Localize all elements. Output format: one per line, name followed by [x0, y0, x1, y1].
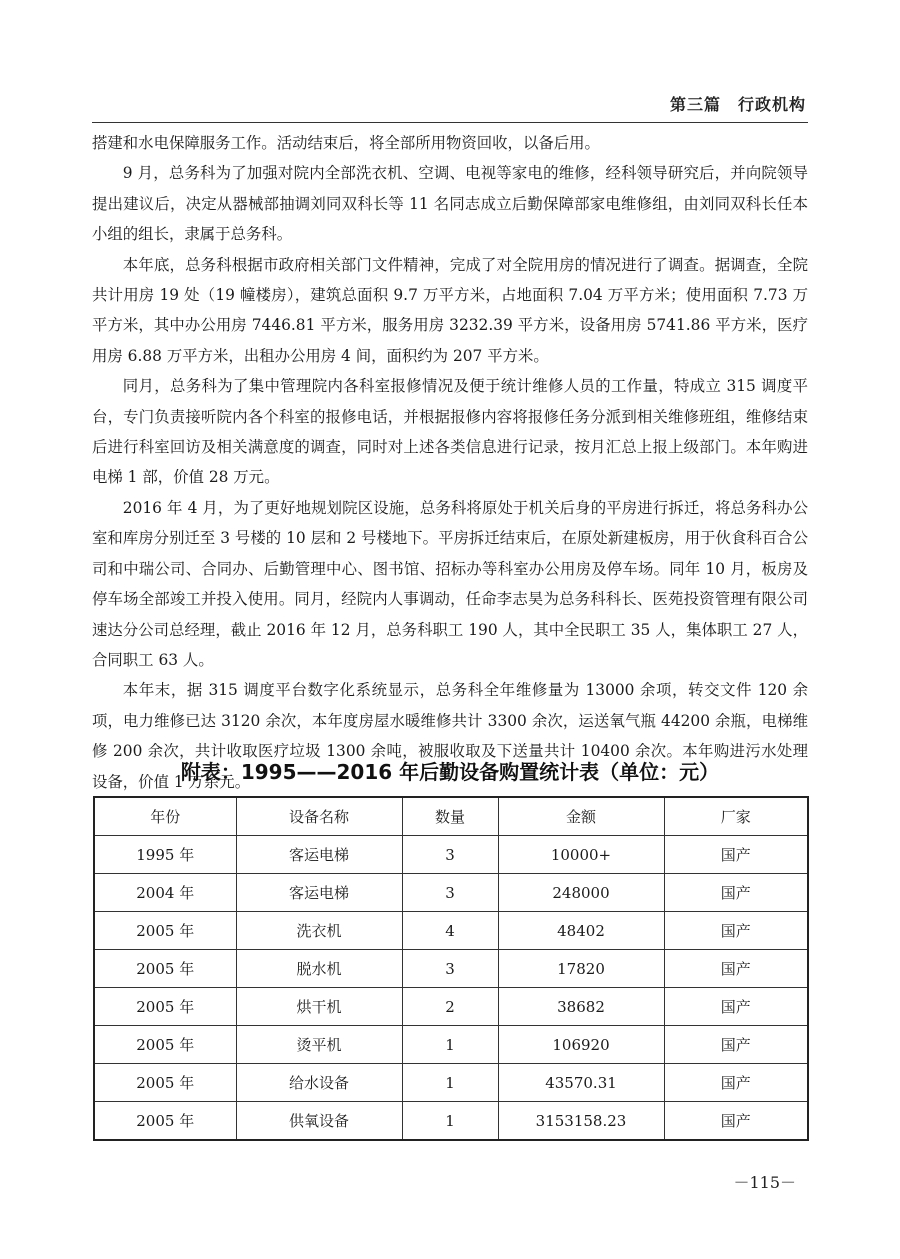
- cell-quantity: 2: [402, 988, 498, 1026]
- cell-equipment-name: 脱水机: [236, 950, 402, 988]
- cell-amount: 43570.31: [498, 1064, 664, 1102]
- paragraph: 9 月，总务科为了加强对院内全部洗衣机、空调、电视等家电的维修，经科领导研究后，并向院领导提出建议后，决定从器械部抽调刘同双科长等 11 名同志成立后勤保障部家电维修组，由刘同双科长任本小组的组长，隶属于总务科。: [92, 164, 808, 244]
- page-number: －115－: [733, 1173, 796, 1192]
- table-row: [94, 1026, 808, 1064]
- cell-manufacturer: 国产: [664, 950, 808, 988]
- cell-equipment-name: 客运电梯: [236, 874, 402, 912]
- cell-quantity: 3: [402, 950, 498, 988]
- cell-equipment-name: 烫平机: [236, 1026, 402, 1064]
- cell-equipment-name: 供氧设备: [236, 1102, 402, 1141]
- header-quantity: 数量: [402, 797, 498, 836]
- cell-amount: 38682: [498, 988, 664, 1026]
- cell-year: 2005 年: [94, 988, 236, 1026]
- equipment-table: [93, 796, 809, 1141]
- cell-year: 2005 年: [94, 912, 236, 950]
- cell-amount: 106920: [498, 1026, 664, 1064]
- table-row: [94, 988, 808, 1026]
- table-row: [94, 836, 808, 874]
- cell-equipment-name: 给水设备: [236, 1064, 402, 1102]
- section-title: 第三篇 行政机构: [669, 95, 806, 114]
- cell-amount: 248000: [498, 874, 664, 912]
- cell-quantity: 4: [402, 912, 498, 950]
- table-row: [94, 950, 808, 988]
- cell-year: 2005 年: [94, 1064, 236, 1102]
- cell-quantity: 1: [402, 1102, 498, 1141]
- paragraph: 同月，总务科为了集中管理院内各科室报修情况及便于统计维修人员的工作量，特成立 315 调度平台，专门负责接听院内各个科室的报修电话，并根据报修内容将报修任务分派到相关维修班组，维修结束后进行科室回访及相关满意度的调查，同时对上述各类信息进行记录，按月汇总上报上级部门。本年购进电梯 1 部，价值 28 万元。: [92, 377, 808, 487]
- cell-manufacturer: 国产: [664, 988, 808, 1026]
- paragraph: 2016 年 4 月，为了更好地规划院区设施，总务科将原处于机关后身的平房进行拆迁，将总务科办公室和库房分别迁至 3 号楼的 10 层和 2 号楼地下。平房拆迁结束后，在原处新建板房，用于伙食科百合公司和中瑞公司、合同办、后勤管理中心、图书馆、招标办等科室办公用房及停车场。同年 10 月，板房及停车场全部竣工并投入使用。同月，经院内人事调动，任命李志昊为总务科科长、医苑投资管理有限公司速达分公司总经理，截止 2016 年 12 月，总务科职工 190 人，其中全民职工 35 人，集体职工 27 人，合同职工 63 人。: [92, 498, 808, 669]
- cell-equipment-name: 客运电梯: [236, 836, 402, 874]
- table-row: [94, 1064, 808, 1102]
- cell-amount: 10000+: [498, 836, 664, 874]
- paragraph: 搭建和水电保障服务工作。活动结束后，将全部所用物资回收，以备后用。: [92, 134, 600, 152]
- cell-manufacturer: 国产: [664, 836, 808, 874]
- body-text: [92, 128, 808, 797]
- cell-quantity: 1: [402, 1026, 498, 1064]
- paragraph: 本年底，总务科根据市政府相关部门文件精神，完成了对全院用房的情况进行了调查。据调查，全院共计用房 19 处（19 幢楼房），建筑总面积 9.7 万平方米，占地面积 7.04 万平方米；使用面积 7.73 万平方米，其中办公用房 7446.81 平方米，服务用房 3232.39 平方米，设备用房 5741.86 平方米，医疗用房 6.88 万平方米，出租办公用房 4 间，面积约为 207 平方米。: [92, 255, 808, 365]
- header-amount: 金额: [498, 797, 664, 836]
- page-header: [92, 86, 808, 123]
- cell-year: 2005 年: [94, 1102, 236, 1141]
- cell-year: 2005 年: [94, 1026, 236, 1064]
- cell-equipment-name: 洗衣机: [236, 912, 402, 950]
- header-equipment-name: 设备名称: [236, 797, 402, 836]
- cell-quantity: 3: [402, 836, 498, 874]
- cell-equipment-name: 烘干机: [236, 988, 402, 1026]
- table-row: [94, 1102, 808, 1141]
- header-manufacturer: 厂家: [664, 797, 808, 836]
- header-year: 年份: [94, 797, 236, 836]
- table-header-row: [94, 797, 808, 836]
- cell-year: 1995 年: [94, 836, 236, 874]
- table-title: 附表：1995——2016 年后勤设备购置统计表（单位：元）: [180, 760, 720, 784]
- cell-manufacturer: 国产: [664, 912, 808, 950]
- cell-year: 2004 年: [94, 874, 236, 912]
- cell-year: 2005 年: [94, 950, 236, 988]
- table-row: [94, 912, 808, 950]
- cell-manufacturer: 国产: [664, 874, 808, 912]
- table-row: [94, 874, 808, 912]
- cell-manufacturer: 国产: [664, 1064, 808, 1102]
- cell-amount: 17820: [498, 950, 664, 988]
- cell-quantity: 1: [402, 1064, 498, 1102]
- cell-manufacturer: 国产: [664, 1026, 808, 1064]
- cell-amount: 48402: [498, 912, 664, 950]
- paragraph: 本年末，据 315 调度平台数字化系统显示，总务科全年维修量为 13000 余项，转交文件 120 余项，电力维修已达 3120 余次，本年度房屋水暖维修共计 3300 余次，运送氧气瓶 44200 余瓶，电梯维修 200 余次，共计收取医疗垃圾 1300 余吨，被服收取及下送量共计 10400 余次。本年购进污水处理设备，价值 1 万余元。: [92, 681, 808, 791]
- cell-manufacturer: 国产: [664, 1102, 808, 1141]
- cell-quantity: 3: [402, 874, 498, 912]
- cell-amount: 3153158.23: [498, 1102, 664, 1141]
